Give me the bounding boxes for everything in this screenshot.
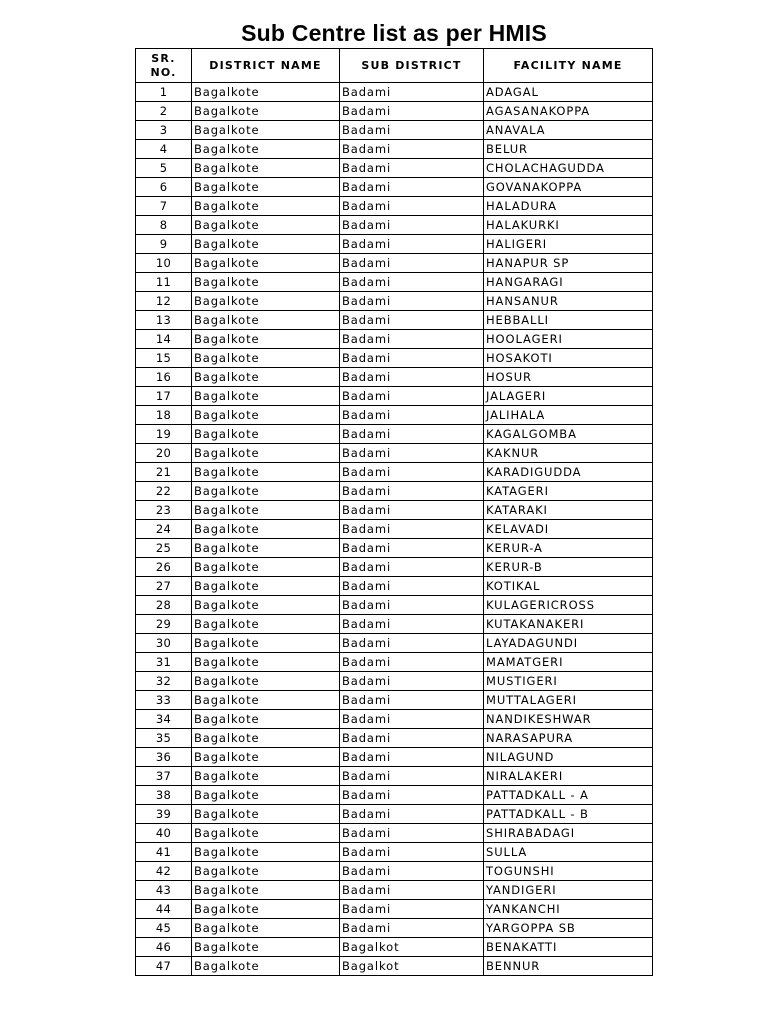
- cell-sub-district: Badami: [340, 178, 484, 197]
- table-row: [136, 900, 653, 919]
- cell-sub-district: Badami: [340, 311, 484, 330]
- cell-district-name: Bagalkote: [192, 805, 340, 824]
- cell-sr-no: 37: [136, 767, 192, 786]
- cell-sub-district: Badami: [340, 672, 484, 691]
- header-sr-line1: SR.: [151, 51, 176, 65]
- table-row: [136, 539, 653, 558]
- table-row: [136, 596, 653, 615]
- cell-facility-name: SULLA: [484, 843, 653, 862]
- table-row: [136, 482, 653, 501]
- cell-sub-district: Badami: [340, 292, 484, 311]
- cell-sr-no: 5: [136, 159, 192, 178]
- cell-sr-no: 10: [136, 254, 192, 273]
- cell-sr-no: 8: [136, 216, 192, 235]
- table-row: [136, 102, 653, 121]
- cell-facility-name: KATARAKI: [484, 501, 653, 520]
- cell-facility-name: LAYADAGUNDI: [484, 634, 653, 653]
- cell-district-name: Bagalkote: [192, 406, 340, 425]
- cell-district-name: Bagalkote: [192, 273, 340, 292]
- cell-sr-no: 21: [136, 463, 192, 482]
- cell-facility-name: HALAKURKI: [484, 216, 653, 235]
- table-row: [136, 349, 653, 368]
- cell-sr-no: 17: [136, 387, 192, 406]
- cell-district-name: Bagalkote: [192, 178, 340, 197]
- cell-facility-name: KAGALGOMBA: [484, 425, 653, 444]
- cell-district-name: Bagalkote: [192, 425, 340, 444]
- cell-facility-name: HALADURA: [484, 197, 653, 216]
- cell-facility-name: KARADIGUDDA: [484, 463, 653, 482]
- cell-sr-no: 13: [136, 311, 192, 330]
- header-row: [136, 49, 653, 83]
- cell-facility-name: KAKNUR: [484, 444, 653, 463]
- cell-district-name: Bagalkote: [192, 501, 340, 520]
- cell-district-name: Bagalkote: [192, 463, 340, 482]
- cell-sub-district: Badami: [340, 653, 484, 672]
- cell-sr-no: 19: [136, 425, 192, 444]
- cell-sub-district: Badami: [340, 501, 484, 520]
- cell-district-name: Bagalkote: [192, 216, 340, 235]
- table-row: [136, 254, 653, 273]
- cell-facility-name: YARGOPPA SB: [484, 919, 653, 938]
- table-row: [136, 767, 653, 786]
- cell-district-name: Bagalkote: [192, 311, 340, 330]
- cell-sr-no: 1: [136, 83, 192, 102]
- cell-sub-district: Badami: [340, 273, 484, 292]
- cell-facility-name: HANGARAGI: [484, 273, 653, 292]
- cell-sub-district: Badami: [340, 349, 484, 368]
- cell-district-name: Bagalkote: [192, 843, 340, 862]
- cell-sr-no: 44: [136, 900, 192, 919]
- cell-district-name: Bagalkote: [192, 691, 340, 710]
- cell-facility-name: NANDIKESHWAR: [484, 710, 653, 729]
- table-row: [136, 729, 653, 748]
- table-row: [136, 159, 653, 178]
- cell-district-name: Bagalkote: [192, 577, 340, 596]
- cell-facility-name: NARASAPURA: [484, 729, 653, 748]
- cell-sub-district: Badami: [340, 748, 484, 767]
- cell-sr-no: 25: [136, 539, 192, 558]
- cell-sr-no: 45: [136, 919, 192, 938]
- cell-sub-district: Bagalkot: [340, 957, 484, 976]
- cell-district-name: Bagalkote: [192, 292, 340, 311]
- header-district-name: DISTRICT NAME: [192, 49, 340, 83]
- cell-facility-name: NIRALAKERI: [484, 767, 653, 786]
- table-row: [136, 121, 653, 140]
- cell-sr-no: 6: [136, 178, 192, 197]
- cell-facility-name: MAMATGERI: [484, 653, 653, 672]
- table-row: [136, 273, 653, 292]
- cell-facility-name: HOSAKOTI: [484, 349, 653, 368]
- cell-sub-district: Badami: [340, 824, 484, 843]
- cell-sr-no: 41: [136, 843, 192, 862]
- cell-sub-district: Badami: [340, 539, 484, 558]
- cell-sr-no: 20: [136, 444, 192, 463]
- cell-sr-no: 14: [136, 330, 192, 349]
- cell-facility-name: KERUR-B: [484, 558, 653, 577]
- cell-sr-no: 40: [136, 824, 192, 843]
- table-row: [136, 615, 653, 634]
- cell-sr-no: 35: [136, 729, 192, 748]
- table-row: [136, 710, 653, 729]
- header-sub-district: SUB DISTRICT: [340, 49, 484, 83]
- cell-sub-district: Badami: [340, 900, 484, 919]
- cell-sub-district: Badami: [340, 406, 484, 425]
- cell-sr-no: 18: [136, 406, 192, 425]
- cell-sr-no: 33: [136, 691, 192, 710]
- table-row: [136, 577, 653, 596]
- cell-sub-district: Badami: [340, 691, 484, 710]
- table-header: [136, 49, 653, 83]
- cell-facility-name: HOOLAGERI: [484, 330, 653, 349]
- header-facility-name: FACILITY NAME: [484, 49, 653, 83]
- cell-sub-district: Badami: [340, 919, 484, 938]
- cell-facility-name: KULAGERICROSS: [484, 596, 653, 615]
- table-row: [136, 501, 653, 520]
- table-row: [136, 805, 653, 824]
- cell-district-name: Bagalkote: [192, 881, 340, 900]
- cell-district-name: Bagalkote: [192, 634, 340, 653]
- cell-sr-no: 43: [136, 881, 192, 900]
- table-row: [136, 330, 653, 349]
- cell-district-name: Bagalkote: [192, 729, 340, 748]
- table-row: [136, 140, 653, 159]
- cell-sub-district: Badami: [340, 159, 484, 178]
- cell-facility-name: HALIGERI: [484, 235, 653, 254]
- cell-sr-no: 27: [136, 577, 192, 596]
- cell-sr-no: 36: [136, 748, 192, 767]
- cell-sr-no: 7: [136, 197, 192, 216]
- cell-district-name: Bagalkote: [192, 786, 340, 805]
- cell-sub-district: Badami: [340, 843, 484, 862]
- cell-facility-name: JALAGERI: [484, 387, 653, 406]
- cell-facility-name: KOTIKAL: [484, 577, 653, 596]
- cell-sub-district: Badami: [340, 596, 484, 615]
- cell-facility-name: KELAVADI: [484, 520, 653, 539]
- cell-facility-name: ADAGAL: [484, 83, 653, 102]
- cell-district-name: Bagalkote: [192, 900, 340, 919]
- table-row: [136, 691, 653, 710]
- cell-sr-no: 46: [136, 938, 192, 957]
- cell-district-name: Bagalkote: [192, 102, 340, 121]
- cell-facility-name: CHOLACHAGUDDA: [484, 159, 653, 178]
- cell-sub-district: Badami: [340, 729, 484, 748]
- cell-sub-district: Badami: [340, 197, 484, 216]
- table-row: [136, 824, 653, 843]
- cell-sub-district: Badami: [340, 767, 484, 786]
- cell-facility-name: MUTTALAGERI: [484, 691, 653, 710]
- cell-sr-no: 31: [136, 653, 192, 672]
- cell-sr-no: 12: [136, 292, 192, 311]
- cell-facility-name: AGASANAKOPPA: [484, 102, 653, 121]
- cell-facility-name: SHIRABADAGI: [484, 824, 653, 843]
- cell-district-name: Bagalkote: [192, 539, 340, 558]
- cell-district-name: Bagalkote: [192, 615, 340, 634]
- table-row: [136, 216, 653, 235]
- table-row: [136, 862, 653, 881]
- cell-sub-district: Badami: [340, 520, 484, 539]
- cell-district-name: Bagalkote: [192, 938, 340, 957]
- table-body: [136, 83, 653, 976]
- cell-sub-district: Badami: [340, 254, 484, 273]
- cell-district-name: Bagalkote: [192, 710, 340, 729]
- cell-facility-name: HANSANUR: [484, 292, 653, 311]
- cell-sr-no: 23: [136, 501, 192, 520]
- cell-district-name: Bagalkote: [192, 482, 340, 501]
- table-row: [136, 292, 653, 311]
- cell-sub-district: Badami: [340, 634, 484, 653]
- cell-sub-district: Badami: [340, 444, 484, 463]
- cell-district-name: Bagalkote: [192, 121, 340, 140]
- cell-facility-name: YANDIGERI: [484, 881, 653, 900]
- cell-sr-no: 15: [136, 349, 192, 368]
- cell-district-name: Bagalkote: [192, 672, 340, 691]
- cell-district-name: Bagalkote: [192, 862, 340, 881]
- cell-sr-no: 16: [136, 368, 192, 387]
- table-row: [136, 444, 653, 463]
- cell-facility-name: PATTADKALL - A: [484, 786, 653, 805]
- cell-district-name: Bagalkote: [192, 387, 340, 406]
- cell-sub-district: Badami: [340, 862, 484, 881]
- cell-sub-district: Badami: [340, 102, 484, 121]
- table-row: [136, 748, 653, 767]
- table-row: [136, 520, 653, 539]
- cell-sub-district: Badami: [340, 786, 484, 805]
- table-row: [136, 311, 653, 330]
- cell-district-name: Bagalkote: [192, 330, 340, 349]
- table-row: [136, 653, 653, 672]
- cell-facility-name: HANAPUR SP: [484, 254, 653, 273]
- cell-sr-no: 9: [136, 235, 192, 254]
- cell-sub-district: Badami: [340, 881, 484, 900]
- cell-sub-district: Badami: [340, 425, 484, 444]
- table-row: [136, 178, 653, 197]
- cell-district-name: Bagalkote: [192, 140, 340, 159]
- cell-sub-district: Badami: [340, 216, 484, 235]
- cell-district-name: Bagalkote: [192, 748, 340, 767]
- cell-sub-district: Badami: [340, 330, 484, 349]
- cell-facility-name: KUTAKANAKERI: [484, 615, 653, 634]
- cell-sub-district: Badami: [340, 83, 484, 102]
- cell-district-name: Bagalkote: [192, 767, 340, 786]
- page-title: Sub Centre list as per HMIS: [241, 20, 547, 46]
- table-row: [136, 634, 653, 653]
- cell-facility-name: JALIHALA: [484, 406, 653, 425]
- cell-sub-district: Badami: [340, 121, 484, 140]
- table-row: [136, 881, 653, 900]
- cell-facility-name: TOGUNSHI: [484, 862, 653, 881]
- cell-district-name: Bagalkote: [192, 254, 340, 273]
- cell-district-name: Bagalkote: [192, 653, 340, 672]
- table-row: [136, 368, 653, 387]
- cell-sr-no: 42: [136, 862, 192, 881]
- cell-sub-district: Badami: [340, 615, 484, 634]
- table-row: [136, 83, 653, 102]
- cell-sr-no: 26: [136, 558, 192, 577]
- cell-district-name: Bagalkote: [192, 159, 340, 178]
- cell-sub-district: Badami: [340, 140, 484, 159]
- cell-sub-district: Badami: [340, 558, 484, 577]
- table-row: [136, 957, 653, 976]
- cell-sr-no: 47: [136, 957, 192, 976]
- cell-sr-no: 34: [136, 710, 192, 729]
- table-row: [136, 425, 653, 444]
- cell-sr-no: 39: [136, 805, 192, 824]
- cell-sub-district: Bagalkot: [340, 938, 484, 957]
- cell-sub-district: Badami: [340, 387, 484, 406]
- cell-sub-district: Badami: [340, 368, 484, 387]
- cell-sub-district: Badami: [340, 235, 484, 254]
- cell-sub-district: Badami: [340, 577, 484, 596]
- cell-district-name: Bagalkote: [192, 919, 340, 938]
- table-row: [136, 919, 653, 938]
- table-row: [136, 463, 653, 482]
- cell-sr-no: 29: [136, 615, 192, 634]
- table-row: [136, 197, 653, 216]
- cell-sr-no: 22: [136, 482, 192, 501]
- cell-district-name: Bagalkote: [192, 83, 340, 102]
- cell-facility-name: ANAVALA: [484, 121, 653, 140]
- table-row: [136, 672, 653, 691]
- cell-facility-name: BENAKATTI: [484, 938, 653, 957]
- cell-facility-name: HEBBALLI: [484, 311, 653, 330]
- cell-facility-name: KATAGERI: [484, 482, 653, 501]
- cell-sub-district: Badami: [340, 805, 484, 824]
- cell-district-name: Bagalkote: [192, 235, 340, 254]
- sub-centre-table: [135, 48, 653, 976]
- cell-district-name: Bagalkote: [192, 368, 340, 387]
- table-row: [136, 387, 653, 406]
- cell-sr-no: 28: [136, 596, 192, 615]
- cell-district-name: Bagalkote: [192, 957, 340, 976]
- cell-sr-no: 38: [136, 786, 192, 805]
- table-row: [136, 938, 653, 957]
- cell-sr-no: 30: [136, 634, 192, 653]
- table-row: [136, 786, 653, 805]
- header-sr-no: [136, 49, 192, 83]
- cell-district-name: Bagalkote: [192, 558, 340, 577]
- cell-facility-name: NILAGUND: [484, 748, 653, 767]
- cell-sr-no: 3: [136, 121, 192, 140]
- table-row: [136, 235, 653, 254]
- cell-district-name: Bagalkote: [192, 444, 340, 463]
- table-row: [136, 843, 653, 862]
- cell-sr-no: 24: [136, 520, 192, 539]
- cell-sr-no: 11: [136, 273, 192, 292]
- cell-district-name: Bagalkote: [192, 520, 340, 539]
- cell-district-name: Bagalkote: [192, 349, 340, 368]
- cell-sr-no: 4: [136, 140, 192, 159]
- cell-sr-no: 2: [136, 102, 192, 121]
- cell-facility-name: GOVANAKOPPA: [484, 178, 653, 197]
- cell-facility-name: BELUR: [484, 140, 653, 159]
- cell-sub-district: Badami: [340, 463, 484, 482]
- cell-facility-name: KERUR-A: [484, 539, 653, 558]
- header-sr-line2: NO.: [150, 65, 177, 79]
- cell-facility-name: BENNUR: [484, 957, 653, 976]
- cell-district-name: Bagalkote: [192, 824, 340, 843]
- table-row: [136, 558, 653, 577]
- cell-facility-name: HOSUR: [484, 368, 653, 387]
- table-row: [136, 406, 653, 425]
- cell-facility-name: MUSTIGERI: [484, 672, 653, 691]
- cell-facility-name: YANKANCHI: [484, 900, 653, 919]
- cell-sub-district: Badami: [340, 710, 484, 729]
- cell-sr-no: 32: [136, 672, 192, 691]
- cell-sub-district: Badami: [340, 482, 484, 501]
- cell-facility-name: PATTADKALL - B: [484, 805, 653, 824]
- cell-district-name: Bagalkote: [192, 197, 340, 216]
- cell-district-name: Bagalkote: [192, 596, 340, 615]
